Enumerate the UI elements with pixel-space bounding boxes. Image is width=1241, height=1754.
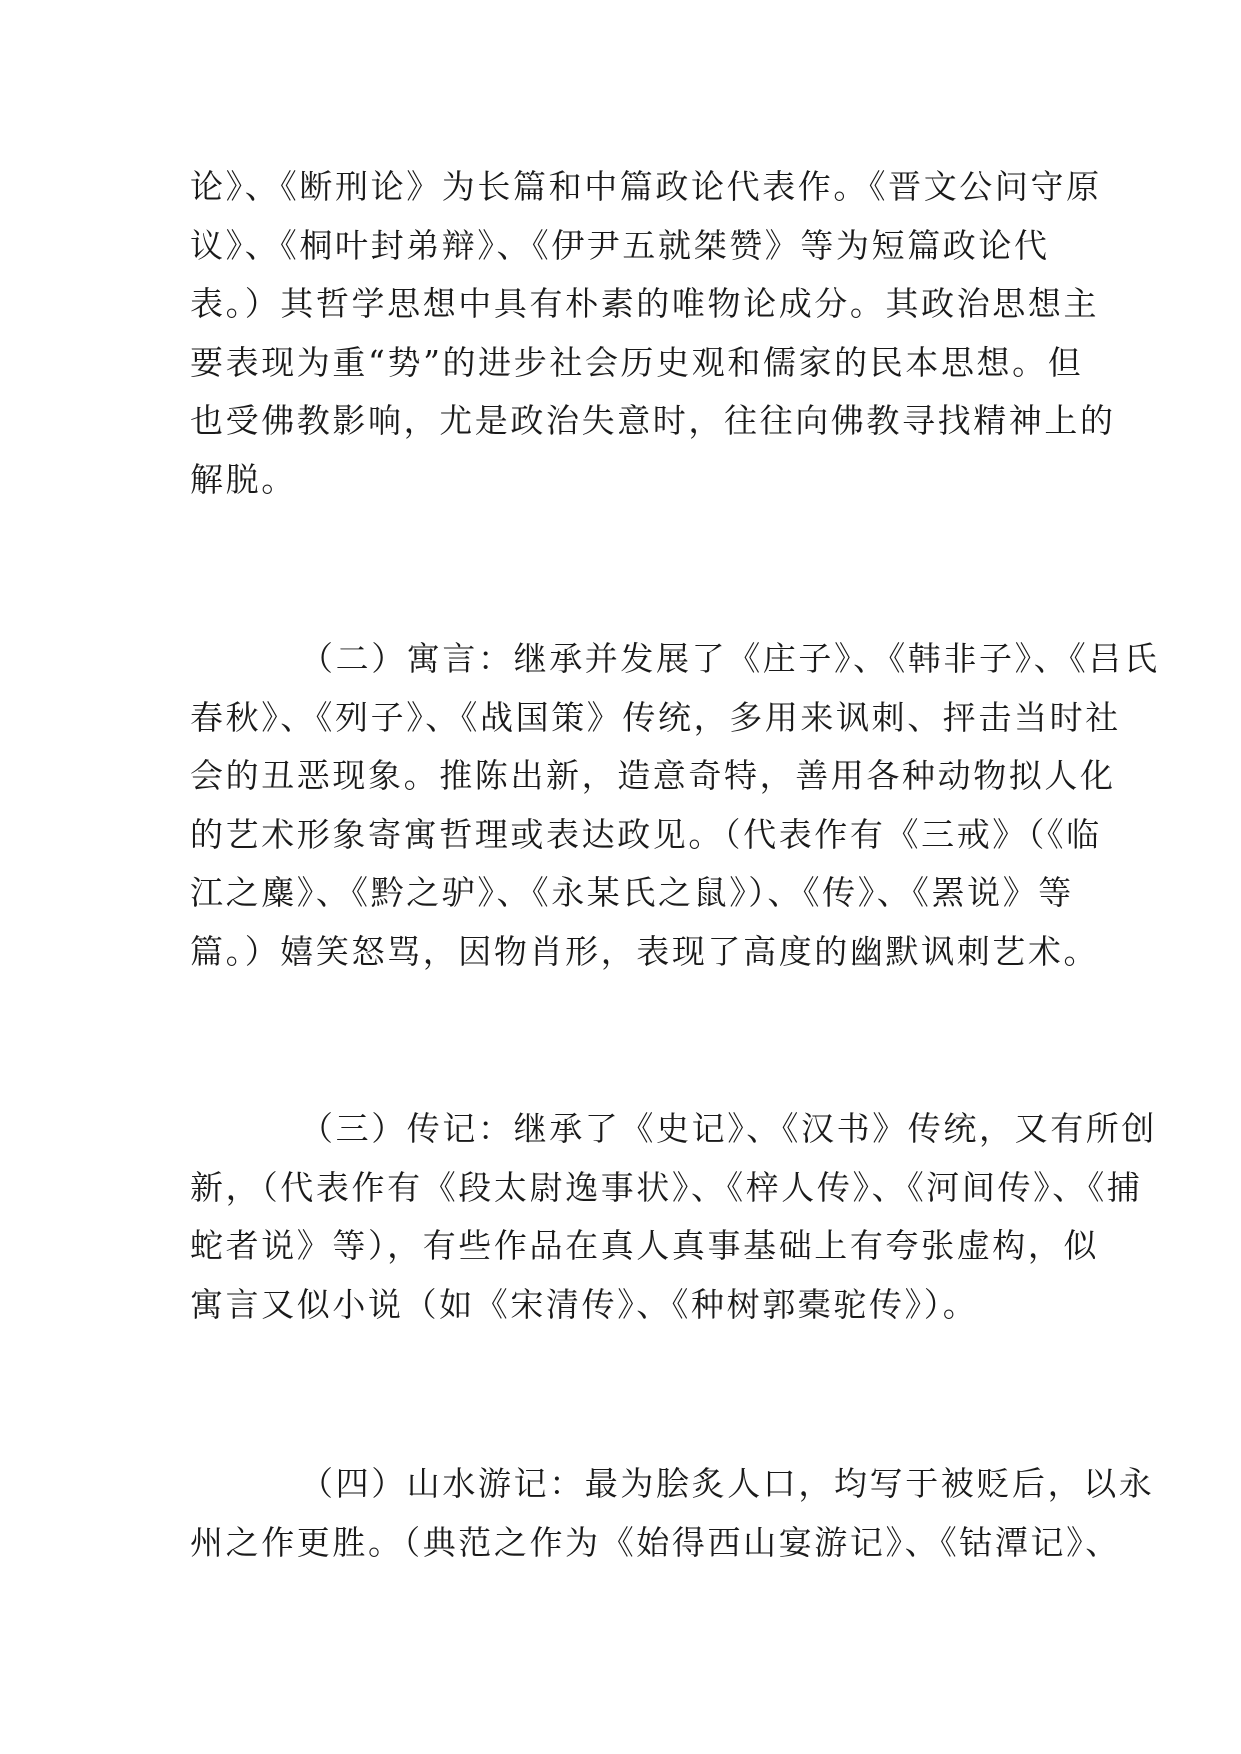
paragraph-political-essays: [190, 158, 1116, 509]
text-line: 的艺术形象寄寓哲理或表达政见。（代表作有《三戒》（《临: [190, 814, 1102, 854]
text-line: 会的丑恶现象。推陈出新，造意奇特，善用各种动物拟人化: [190, 756, 1116, 795]
text-line: 蛇者说》等），有些作品在真人真事基础上有夸张虚构，似: [190, 1226, 1100, 1265]
paragraph-biographies: [190, 1100, 1157, 1334]
text-line: 表。）其哲学思想中具有朴素的唯物论成分。其政治思想主: [190, 284, 1100, 323]
text-line: 论》、《断刑论》为长篇和中篇政论代表作。《晋文公问守原: [190, 167, 1102, 206]
text-line: 州之作更胜。（典范之作为《始得西山宴游记》、《钴潭记》、: [190, 1522, 1121, 1562]
paragraph-travel-notes: [190, 1455, 1155, 1572]
text-line: 篇。）嬉笑怒骂，因物肖形，表现了高度的幽默讽刺艺术。: [190, 931, 1100, 971]
paragraph-fables: [190, 630, 1160, 981]
text-line: 解脱。: [190, 459, 297, 499]
text-line: （四）山水游记：最为脍炙人口，均写于被贬后，以永: [300, 1464, 1155, 1503]
text-line: 议》、《桐叶封弟辩》、《伊尹五就桀赞》等为短篇政论代: [190, 225, 1050, 265]
text-line: （二）寓言：继承并发展了《庄子》、《韩非子》、《吕氏: [300, 639, 1160, 678]
text-line: 江之麋》、《黔之驴》、《永某氏之鼠》）、《传》、《罴说》等: [190, 873, 1074, 912]
text-line: （三）传记：继承了《史记》、《汉书》传统，又有所创: [300, 1109, 1157, 1148]
text-line: 春秋》、《列子》、《战国策》传统，多用来讽刺、抨击当时社: [190, 697, 1121, 737]
text-line: 也受佛教影响，尤是政治失意时，往往向佛教寻找精神上的: [190, 401, 1116, 440]
text-line: 寓言又似小说（如《宋清传》、《种树郭橐驼传》）。: [190, 1284, 979, 1324]
text-line: 新，（代表作有《段太尉逸事状》、《梓人传》、《河间传》、《捕: [190, 1167, 1143, 1207]
text-line: 要表现为重“势”的进步社会历史观和儒家的民本思想。但: [190, 342, 1084, 382]
